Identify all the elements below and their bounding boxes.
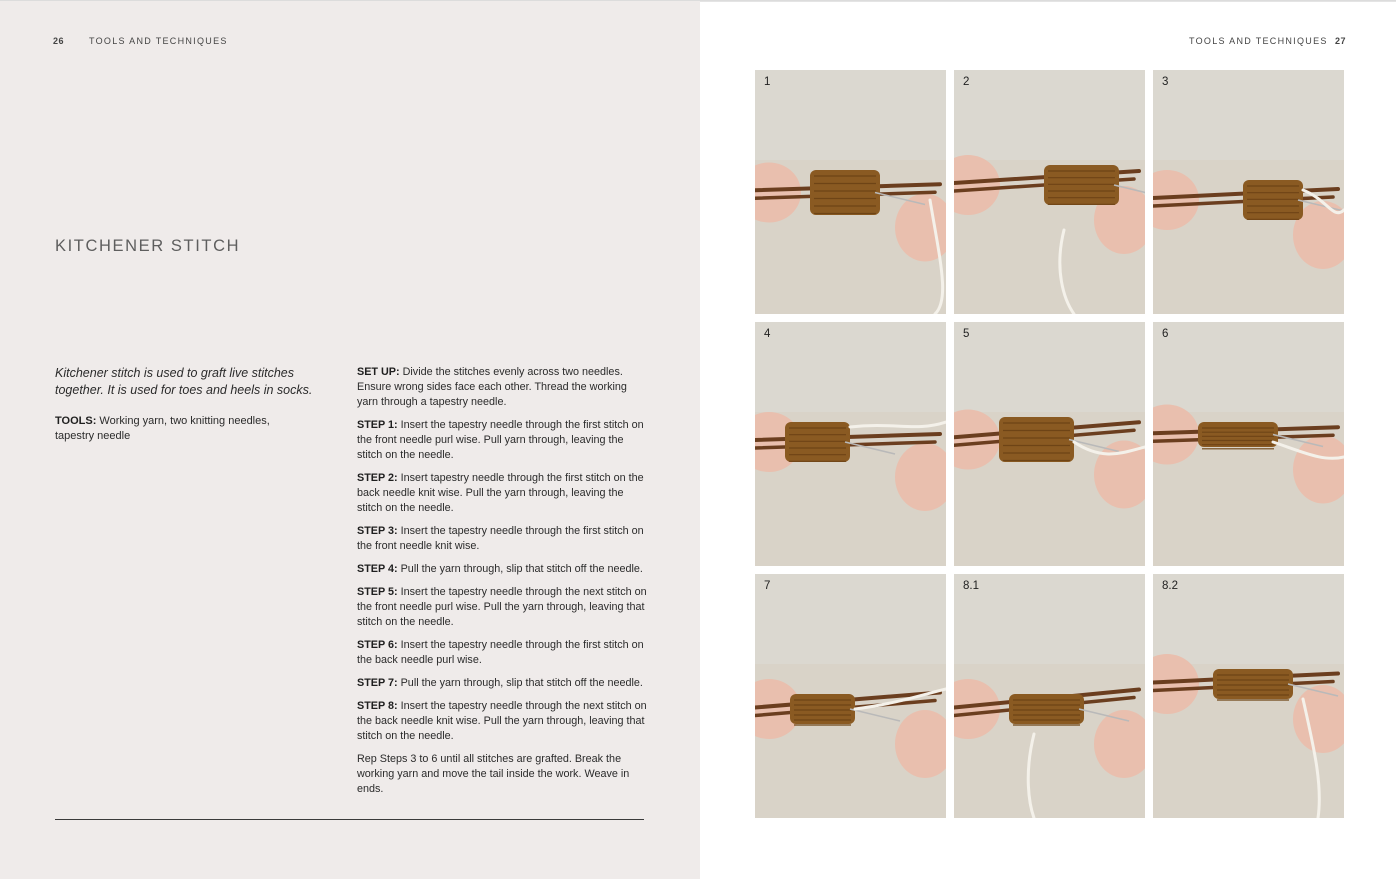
- knitting-photo-image: [954, 322, 1145, 566]
- step-text: Divide the stitches evenly across two needles. Ensure wrong sides face each other. Thread the working yarn through a tapestry needle.: [357, 366, 627, 408]
- photo-label: 8.1: [963, 580, 979, 592]
- step-label: STEP 8:: [357, 700, 398, 712]
- step-label: SET UP:: [357, 366, 400, 378]
- tools-paragraph: [55, 414, 295, 444]
- photo-label: 5: [963, 328, 970, 340]
- fabric-light-area: [755, 574, 946, 664]
- closing-instructions: Rep Steps 3 to 6 until all stitches are grafted. Break the working yarn and move the tail inside the work. Weave in ends.: [357, 753, 630, 795]
- step-label: STEP 3:: [357, 525, 398, 537]
- step-photo-3: [1153, 70, 1344, 314]
- knitted-swatch: [999, 417, 1074, 462]
- step-photo-7: [755, 574, 946, 818]
- bottom-rule: [55, 819, 644, 820]
- step-text: Insert tapestry needle through the first stitch on the back needle knit wise. Pull the yarn through, leaving the stitch on the needle.: [357, 472, 644, 514]
- right-page-number: 27: [1335, 36, 1347, 46]
- step-label: STEP 4:: [357, 563, 398, 575]
- page-title: KITCHENER STITCH: [55, 237, 241, 255]
- photo-label: 7: [764, 580, 771, 592]
- step-5: [357, 585, 647, 630]
- steps-list: [357, 365, 647, 805]
- fabric-light-area: [954, 70, 1145, 160]
- knitting-photo-image: [755, 70, 946, 314]
- left-page: [0, 1, 700, 879]
- fabric-light-area: [954, 322, 1145, 412]
- step-2: [357, 471, 647, 516]
- photo-label: 1: [764, 76, 771, 88]
- knitting-photo-image: [1153, 70, 1344, 314]
- step-text: Pull the yarn through, slip that stitch off the needle.: [400, 563, 643, 575]
- fabric-light-area: [1153, 574, 1344, 664]
- step-label: STEP 1:: [357, 419, 398, 431]
- knitting-photo-image: [755, 322, 946, 566]
- step-7: [357, 676, 647, 691]
- knitting-photo-image: [1153, 574, 1344, 818]
- step-text: Insert the tapestry needle through the first stitch on the back needle purl wise.: [357, 639, 644, 666]
- step-photo-5: [954, 322, 1145, 566]
- step-label: STEP 2:: [357, 472, 398, 484]
- fabric-light-area: [1153, 70, 1344, 160]
- step-text: Insert the tapestry needle through the next stitch on the back needle knit wise. Pull the yarn through, leaving that stitch on the needle.: [357, 700, 647, 742]
- fabric-light-area: [755, 322, 946, 412]
- step-text: Pull the yarn through, slip that stitch off the needle.: [400, 677, 643, 689]
- fabric-light-area: [1153, 322, 1344, 412]
- step-photo-2: [954, 70, 1145, 314]
- step-4: [357, 562, 647, 577]
- step-label: STEP 7:: [357, 677, 398, 689]
- left-running-head: TOOLS AND TECHNIQUES: [89, 36, 228, 46]
- step-photo-4: [755, 322, 946, 566]
- fabric-light-area: [755, 70, 946, 160]
- left-page-number: 26: [53, 36, 65, 46]
- knitted-swatch: [1198, 422, 1278, 447]
- knitting-photo-image: [954, 70, 1145, 314]
- photo-label: 4: [764, 328, 771, 340]
- photo-grid: [755, 70, 1344, 818]
- photo-label: 2: [963, 76, 970, 88]
- knitting-photo-image: [755, 574, 946, 818]
- step-3: [357, 524, 647, 554]
- step-6: [357, 638, 647, 668]
- knitted-swatch: [810, 170, 880, 215]
- step-photo-1: [755, 70, 946, 314]
- photo-label: 8.2: [1162, 580, 1178, 592]
- step-text: Insert the tapestry needle through the next stitch on the front needle purl wise. Pull the yarn through, leaving that stitch on the needle.: [357, 586, 647, 628]
- photo-label: 3: [1162, 76, 1169, 88]
- fabric-light-area: [954, 574, 1145, 664]
- step-1: [357, 418, 647, 463]
- knitting-photo-image: [1153, 322, 1344, 566]
- step-label: STEP 6:: [357, 639, 398, 651]
- step-photo-8-2: [1153, 574, 1344, 818]
- step-setup: [357, 365, 647, 410]
- step-photo-8-1: [954, 574, 1145, 818]
- intro-text: Kitchener stitch is used to graft live stitches together. It is used for toes and heels in socks.: [55, 366, 313, 397]
- step-label: STEP 5:: [357, 586, 398, 598]
- photo-label: 6: [1162, 328, 1169, 340]
- step-text: Insert the tapestry needle through the first stitch on the front needle knit wise.: [357, 525, 644, 552]
- knitting-photo-image: [954, 574, 1145, 818]
- tools-label: TOOLS:: [55, 415, 97, 427]
- step-8: [357, 699, 647, 744]
- right-running-head: TOOLS AND TECHNIQUES: [1189, 36, 1328, 46]
- step-photo-6: [1153, 322, 1344, 566]
- step-text: Insert the tapestry needle through the first stitch on the front needle purl wise. Pull yarn through, leaving the stitch on the needle.: [357, 419, 644, 461]
- tools-text: Working yarn, two knitting needles, tapestry needle: [55, 415, 270, 442]
